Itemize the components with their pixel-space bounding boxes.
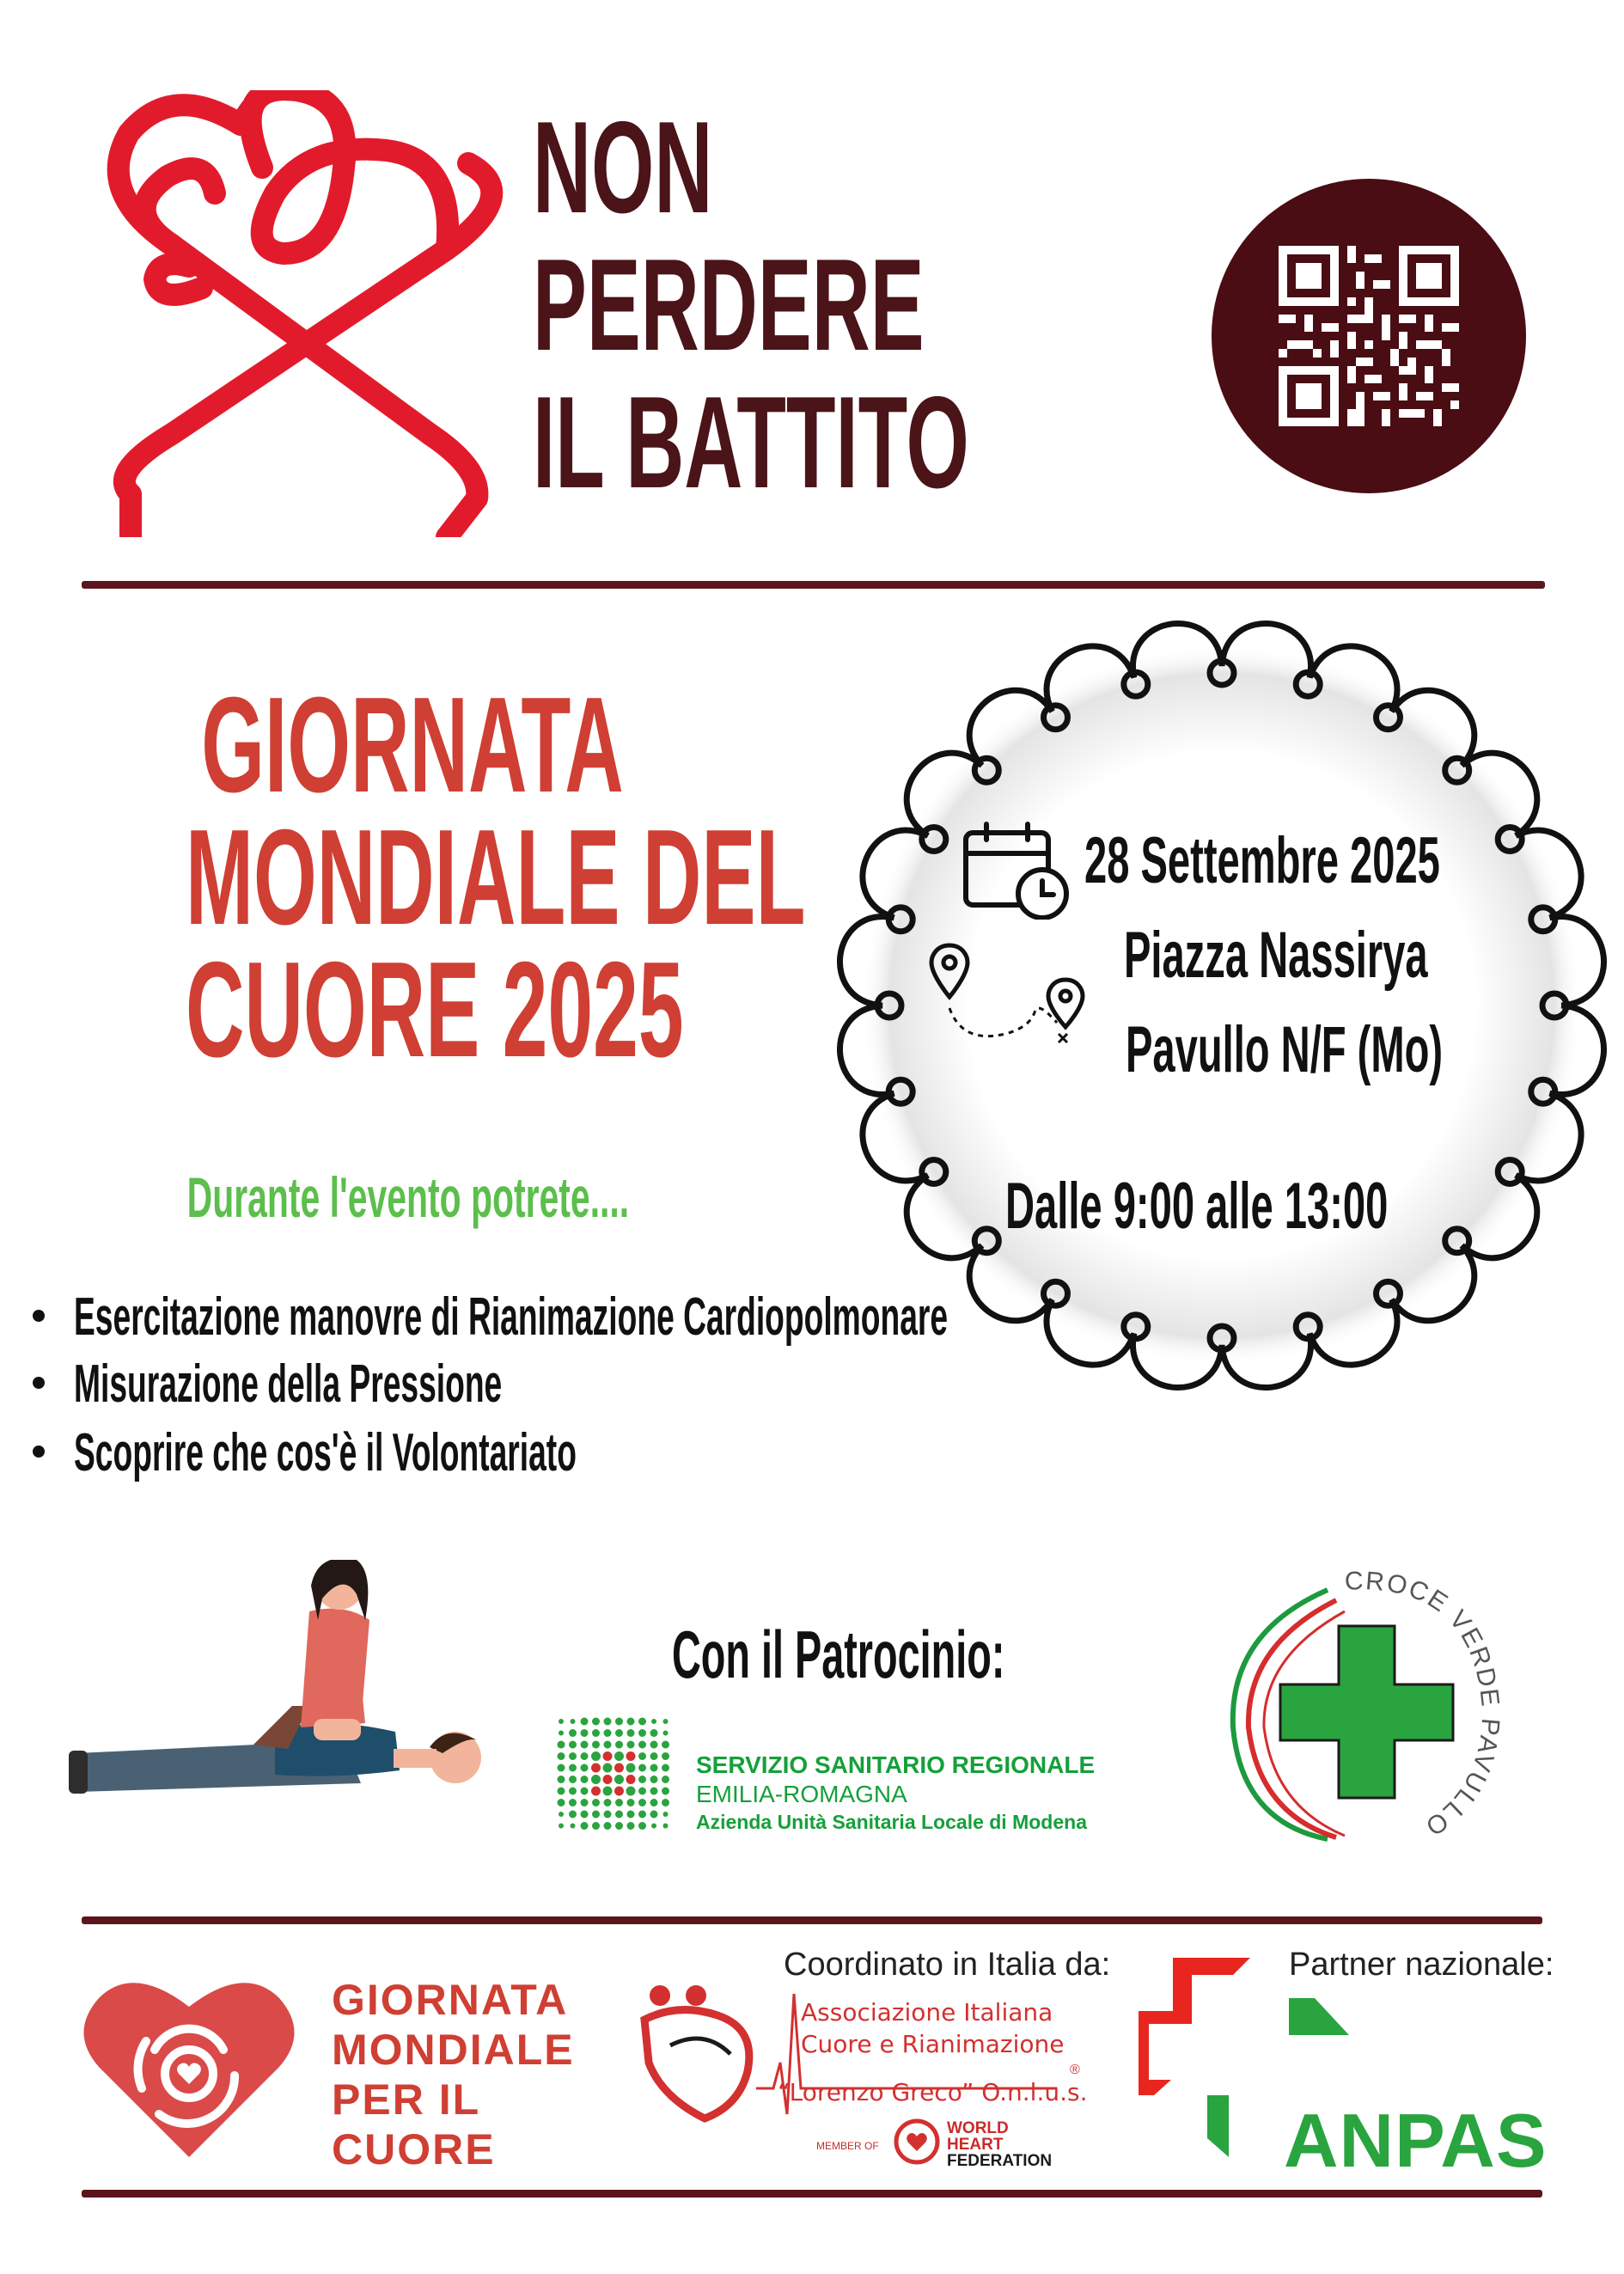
ssr-dot — [663, 1812, 669, 1817]
ssr-dot — [592, 1729, 600, 1737]
ssr-dot — [592, 1799, 600, 1806]
ssr-dot — [650, 1741, 658, 1749]
ssr-dot — [626, 1775, 636, 1784]
anpas-wordmark: ANPAS — [1284, 2098, 1548, 2183]
ssr-dot — [558, 1799, 565, 1806]
ssr-dot — [627, 1799, 635, 1806]
croce-verde-text: CROCE VERDE PAVULLO — [1344, 1567, 1505, 1843]
ssr-dot — [615, 1741, 623, 1749]
ssr-dot — [591, 1764, 601, 1773]
ssr-dot — [662, 1776, 669, 1783]
ssr-dot — [603, 1787, 613, 1796]
event-place-line2 — [1126, 1012, 1624, 1087]
event-subtitle-text: Durante l'evento potrete.... — [186, 1165, 630, 1229]
whf-line: WORLD — [947, 2119, 1009, 2137]
gmc-line: CUORE — [332, 2125, 496, 2173]
ssr-dot — [571, 1824, 576, 1829]
ssr-dot — [614, 1775, 624, 1784]
whf-member-label: MEMBER OF — [816, 2140, 879, 2152]
ssr-dot — [581, 1822, 589, 1830]
ssr-dot — [581, 1718, 589, 1726]
ssr-dot — [627, 1811, 635, 1819]
ssr-dot — [592, 1718, 600, 1726]
patronage-label — [672, 1616, 1227, 1694]
ssr-dot — [558, 1752, 565, 1760]
ssr-dot — [569, 1799, 577, 1806]
ssr-dots-logo — [554, 1715, 675, 1835]
ssr-dot — [603, 1764, 613, 1773]
divider-bottom — [82, 2190, 1542, 2198]
ssr-dot — [650, 1764, 658, 1772]
ssr-dot — [569, 1752, 577, 1760]
event-title-line: CUORE 2025 — [186, 934, 684, 1085]
ssr-dot — [569, 1776, 577, 1783]
cpr-illustration — [60, 1560, 507, 1826]
whf-heart-icon — [894, 2118, 941, 2166]
ssr-dot — [638, 1788, 646, 1795]
ssr-dot — [559, 1812, 564, 1817]
ssr-dot — [662, 1764, 669, 1772]
ssr-dot — [558, 1741, 565, 1749]
ssr-dot — [604, 1729, 612, 1737]
activity-item — [33, 1422, 912, 1483]
place-text: Piazza Nassirya — [1124, 919, 1428, 992]
qr-code-icon[interactable] — [1279, 246, 1459, 426]
ssr-dot — [650, 1752, 658, 1760]
ssr-dot — [650, 1729, 658, 1737]
qr-badge — [1212, 179, 1526, 493]
ssr-dot — [581, 1788, 589, 1795]
ssr-dot — [662, 1741, 669, 1749]
coordinator-label: Coordinato in Italia da: — [784, 1947, 1111, 1983]
ssr-dot — [569, 1788, 577, 1795]
ssr-dot — [614, 1787, 624, 1796]
ssr-dot — [614, 1764, 624, 1773]
ssr-dot — [638, 1776, 646, 1783]
gmc-line: GIORNATA — [332, 1976, 569, 2024]
ssr-dot — [626, 1751, 636, 1761]
event-title — [34, 669, 806, 1085]
ssr-dot — [638, 1811, 646, 1819]
ssr-dot — [662, 1799, 669, 1806]
ssr-dot — [615, 1718, 623, 1726]
event-date — [1084, 823, 1624, 898]
ssr-dot — [559, 1719, 564, 1724]
ssr-dot — [559, 1731, 564, 1736]
calendar-clock-icon — [961, 821, 1072, 920]
ssr-dot — [651, 1824, 656, 1829]
ssr-dot — [581, 1811, 589, 1819]
ssr-dot — [650, 1776, 658, 1783]
ssr-dot — [558, 1764, 565, 1772]
ssr-dot — [638, 1799, 646, 1806]
ssr-dot — [638, 1741, 646, 1749]
ssr-dot — [558, 1788, 565, 1795]
ssr-dot — [663, 1824, 669, 1829]
ssr-dot — [604, 1811, 612, 1819]
ssr-dot — [626, 1764, 636, 1773]
ssr-line3: Azienda Unità Sanitaria Locale di Modena — [696, 1811, 1087, 1833]
gmc-text — [332, 1975, 575, 2174]
bullet-icon — [33, 1310, 45, 1322]
heart-logo-footer — [82, 1968, 296, 2161]
ssr-dot — [581, 1799, 589, 1806]
ssr-dot — [627, 1718, 635, 1726]
ssr-dot — [663, 1731, 669, 1736]
ssr-dot — [569, 1729, 577, 1737]
ssr-dot — [638, 1752, 646, 1760]
event-title-line: GIORNATA — [201, 669, 624, 821]
ssr-dot — [615, 1822, 623, 1830]
place-text: Pavullo N/F (Mo) — [1126, 1013, 1444, 1086]
ssr-dot — [627, 1741, 635, 1749]
ssr-dot — [638, 1764, 646, 1772]
whf-name — [947, 2120, 1052, 2169]
aicr-line2: Cuore e Rianimazione — [801, 2030, 1065, 2058]
ssr-dot — [591, 1787, 601, 1796]
ssr-dot — [558, 1776, 565, 1783]
croce-verde-logo — [1224, 1564, 1508, 1856]
ssr-dot — [569, 1741, 577, 1749]
divider-bottom-top — [82, 1916, 1542, 1924]
ssr-dot — [571, 1719, 576, 1724]
ssr-dot — [662, 1752, 669, 1760]
ssr-dot — [626, 1787, 636, 1796]
ssr-dot — [638, 1718, 646, 1726]
ssr-dot — [650, 1788, 658, 1795]
ssr-dot — [592, 1822, 600, 1830]
ssr-dot — [581, 1776, 589, 1783]
main-title-line: IL BATTITO — [533, 370, 969, 516]
patronage-label-text: Con il Patrocinio: — [672, 1617, 1005, 1692]
ssr-dot — [592, 1811, 600, 1819]
hours-text: Dalle 9:00 alle 13:00 — [1005, 1170, 1389, 1243]
event-place-line1 — [1124, 918, 1614, 993]
ssr-dot — [604, 1741, 612, 1749]
ssr-dot — [615, 1729, 623, 1737]
aicr-line1: Associazione Italiana — [801, 1998, 1053, 2026]
divider-top — [82, 581, 1545, 589]
ssr-dot — [615, 1811, 623, 1819]
activity-text: Misurazione della Pressione — [74, 1354, 503, 1414]
ssr-dot — [614, 1751, 624, 1761]
ssr-dot — [651, 1719, 656, 1724]
activity-text: Esercitazione manovre di Rianimazione Cardiopolmonare — [74, 1287, 949, 1347]
event-date-text: 28 Settembre 2025 — [1084, 824, 1440, 897]
ssr-dot — [662, 1788, 669, 1795]
ssr-dot — [650, 1799, 658, 1806]
ssr-line2: EMILIA-ROMAGNA — [696, 1781, 907, 1807]
event-hours — [1005, 1169, 1622, 1244]
partner-label: Partner nazionale: — [1289, 1947, 1554, 1983]
ssr-dot — [638, 1822, 646, 1830]
ssr-dot — [591, 1751, 601, 1761]
ssr-dot — [604, 1799, 612, 1806]
registered-mark: ® — [1070, 2063, 1080, 2077]
ssr-dot — [581, 1752, 589, 1760]
aicr-line3: “Lorenzo Greco” O.n.l.u.s. — [778, 2078, 1088, 2106]
main-title-line: PERDERE — [533, 232, 925, 378]
ssr-dot — [663, 1719, 669, 1724]
whf-line: HEART — [947, 2136, 1004, 2154]
bullet-icon — [33, 1446, 45, 1458]
ssr-dot — [603, 1751, 613, 1761]
ssr-dot — [604, 1822, 612, 1830]
gmc-line: PER IL — [332, 2075, 481, 2124]
route-pins-icon — [928, 941, 1091, 1053]
ssr-dot — [603, 1775, 613, 1784]
whf-line: FEDERATION — [947, 2152, 1053, 2170]
ssr-dot — [650, 1811, 658, 1819]
activity-item — [33, 1354, 787, 1415]
event-subtitle — [52, 1165, 756, 1230]
event-title-line: MONDIALE DEL — [186, 802, 806, 953]
ssr-dot — [592, 1741, 600, 1749]
gmc-line: MONDIALE — [332, 2026, 575, 2074]
ssr-dot — [604, 1718, 612, 1726]
main-title — [533, 95, 969, 516]
ssr-dot — [569, 1811, 577, 1819]
ssr-dot — [627, 1822, 635, 1830]
ssr-dot — [591, 1775, 601, 1784]
bullet-icon — [33, 1377, 45, 1389]
ssr-dot — [581, 1764, 589, 1772]
activity-text: Scoprire che cos'è il Volontariato — [74, 1423, 577, 1482]
ssr-dot — [559, 1824, 564, 1829]
ssr-dot — [569, 1764, 577, 1772]
ssr-line1: SERVIZIO SANITARIO REGIONALE — [696, 1751, 1096, 1778]
ssr-dot — [615, 1799, 623, 1806]
ssr-dot — [581, 1741, 589, 1749]
main-title-line: NON — [533, 95, 713, 241]
ssr-dot — [627, 1729, 635, 1737]
ssr-dot — [638, 1729, 646, 1737]
ribbon-heart-logo — [77, 90, 507, 537]
ssr-dot — [581, 1729, 589, 1737]
